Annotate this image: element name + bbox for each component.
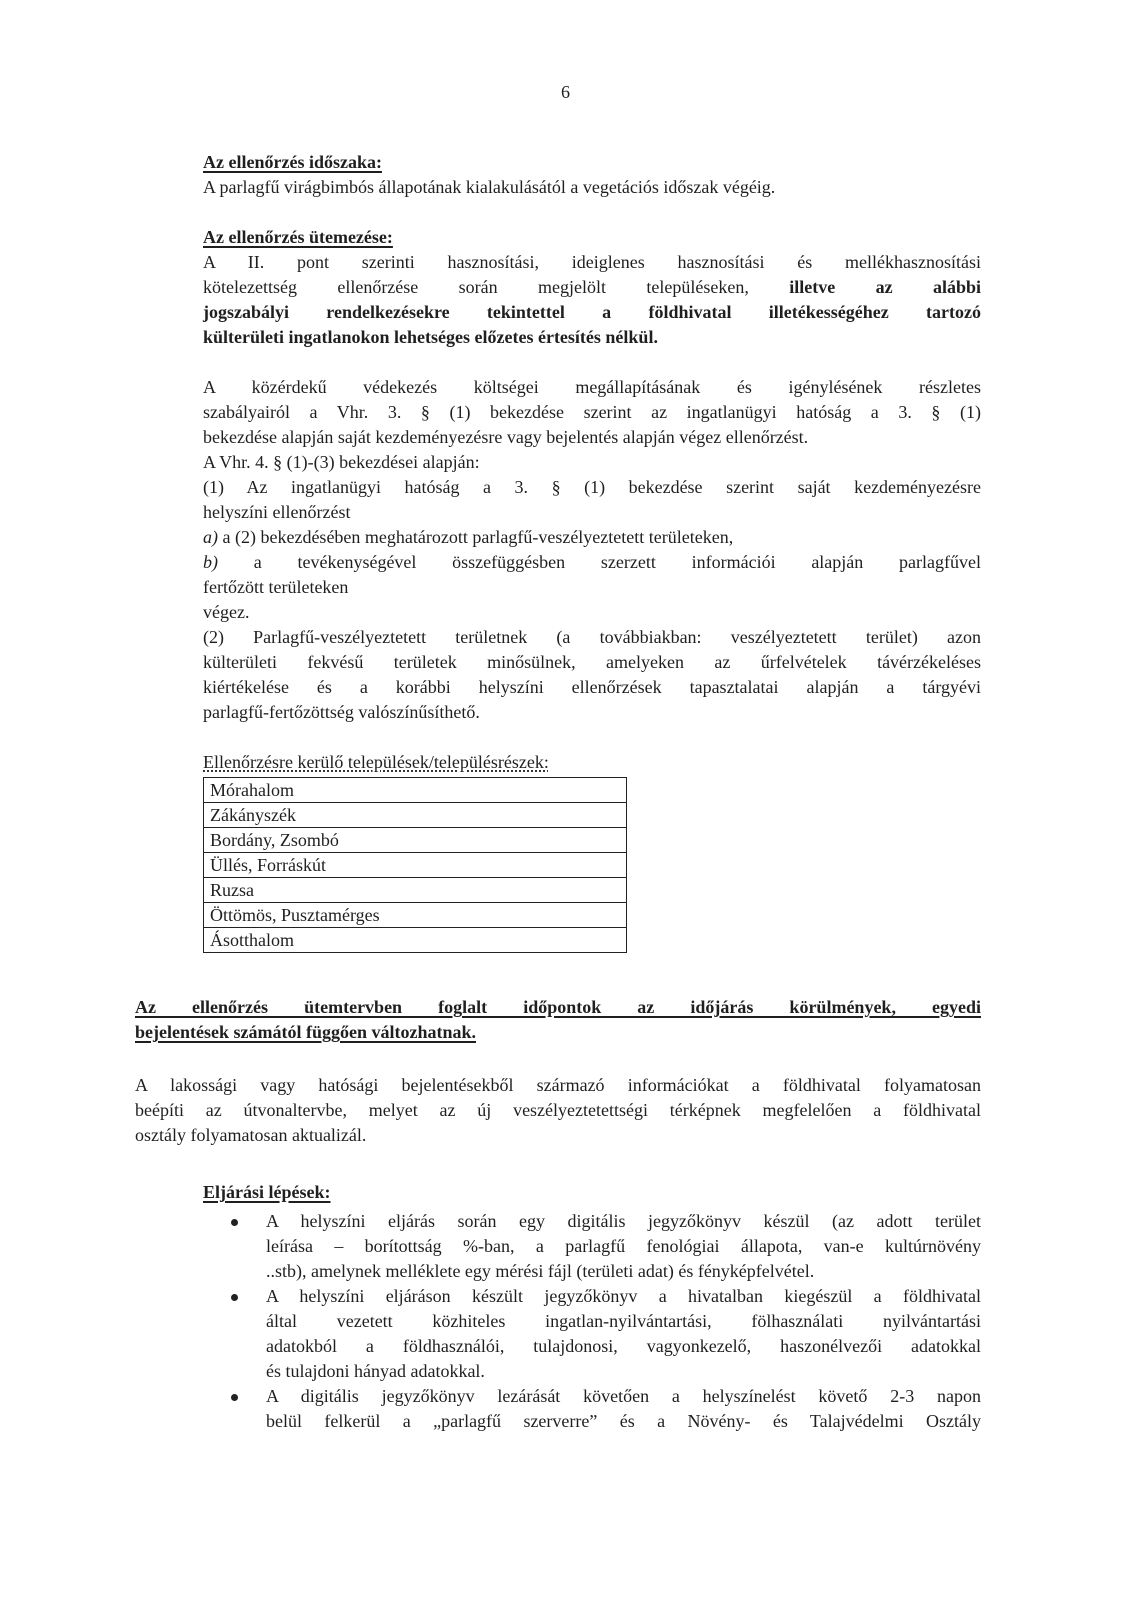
legal-line: szabályairól a Vhr. 3. § (1) bekezdése szerint az ingatlanügyi hatóság a 3. § (1) [203,402,981,422]
table-row [204,903,627,928]
table-row [204,803,627,828]
step-line: és tulajdoni hányad adatokkal. [266,1361,485,1381]
settlements-table [203,777,627,953]
schedule-line: külterületi ingatlanokon lehetséges előzetes értesítés nélkül. [203,327,658,347]
legal-basis-section [203,375,981,725]
legal-line: A Vhr. 4. § (1)-(3) bekezdései alapján: [203,452,480,472]
notice-line: bejelentések számától függően változhatnak. [135,1022,476,1042]
bullet-icon [231,1394,238,1401]
table-row [204,878,627,903]
settlement-cell: Öttömös, Pusztamérges [204,903,627,928]
settlement-cell: Ruzsa [204,878,627,903]
legal-para2-line: (2) Parlagfű-veszélyeztetett területnek (a továbbiakban: veszélyeztetett terület) azon [203,627,981,647]
step-line: leírása – borítottság %-ban, a parlagfű fenológiai állapota, van-e kultúrnövény [266,1236,981,1256]
table-row [204,778,627,803]
settlement-cell: Üllés, Forráskút [204,853,627,878]
settlement-cell: Mórahalom [204,778,627,803]
settlement-cell: Ásotthalom [204,928,627,953]
notice-line: Az ellenőrzés ütemtervben foglalt időpontok az időjárás körülmények, egyedi [135,997,981,1017]
legal-para2-line: parlagfű-fertőzöttség valószínűsíthető. [203,702,480,722]
step-line: A digitális jegyzőkönyv lezárását követően a helyszínelést követő 2-3 napon [266,1386,981,1406]
main-content [203,150,981,953]
legal-item-b-cont: fertőzött területeken [203,577,349,597]
table-row [204,828,627,853]
legal-closing: végez. [203,602,250,622]
settlements-title: Ellenőrzésre kerülő települések/településrészek: [203,752,549,772]
steps-list [201,1209,981,1434]
period-heading: Az ellenőrzés időszaka: [203,152,382,172]
legal-line: bekezdése alapján saját kezdeményezésre vagy bejelentés alapján végez ellenőrzést. [203,427,809,447]
step-line: adatokból a földhasználói, tulajdonosi, vagyonkezelő, haszonélvezői adatokkal [266,1336,981,1356]
schedule-heading: Az ellenőrzés ütemezése: [203,227,393,247]
settlements-section [203,750,981,953]
settlement-cell: Bordány, Zsombó [204,828,627,853]
info-line: osztály folyamatosan aktualizál. [135,1125,367,1145]
schedule-line: A II. pont szerinti hasznosítási, ideiglenes hasznosítási és mellékhasznosítási [203,252,981,272]
info-line: beépíti az útvonaltervbe, melyet az új veszélyeztetettségi térképnek megfelelően a földhivatal [135,1100,981,1120]
list-item [201,1209,981,1284]
period-text: A parlagfű virágbimbós állapotának kialakulásától a vegetációs időszak végéig. [203,177,776,197]
schedule-line-bold: illetve az alábbi [748,277,981,297]
list-item [201,1284,981,1384]
period-section [203,150,981,200]
legal-item-a [203,525,981,550]
settlement-cell: Zákányszék [204,803,627,828]
step-line: ..stb), amelynek melléklete egy mérési fájl (területi adat) és fényképfelvétel. [266,1261,815,1281]
legal-item-b [203,550,981,575]
schedule-line [203,275,981,300]
schedule-line-text: kötelezettség ellenőrzése során megjelölt településeken, [203,277,749,297]
notice-section [135,995,981,1045]
schedule-section [203,225,981,350]
info-section [135,1073,981,1148]
legal-line: A közérdekű védekezés költségei megállapításának és igénylésének részletes [203,377,981,397]
table-row [204,853,627,878]
item-a-text: a (2) bekezdésében meghatározott parlagfű-veszélyeztetett területeken, [218,527,734,547]
legal-line: (1) Az ingatlanügyi hatóság a 3. § (1) bekezdése szerint saját kezdeményezésre [203,477,981,497]
list-item [201,1384,981,1434]
legal-para2-line: külterületi fekvésű területek minősülnek, amelyeken az űrfelvételek távérzékeléses [203,652,981,672]
step-line: belül felkerül a „parlagfű szerverre” és a Növény- és Talajvédelmi Osztály [266,1411,981,1431]
step-line: által vezetett közhiteles ingatlan-nyilvántartási, fölhasználati nyilvántartási [266,1311,981,1331]
item-b-text: a tevékenységével összefüggésben szerzett információi alapján parlagfűvel [218,552,981,572]
steps-heading: Eljárási lépések: [203,1182,331,1202]
steps-section [203,1180,981,1434]
step-line: A helyszíni eljáráson készült jegyzőkönyv a hivatalban kiegészül a földhivatal [266,1286,981,1306]
item-b-marker: b) [203,552,218,572]
info-line: A lakossági vagy hatósági bejelentésekből származó információkat a földhivatal folyamatosan [135,1075,981,1095]
item-a-marker: a) [203,527,218,547]
step-line: A helyszíni eljárás során egy digitális jegyzőkönyv készül (az adott terület [266,1211,981,1231]
bullet-icon [231,1219,238,1226]
page-number: 6 [561,82,570,102]
legal-line: helyszíni ellenőrzést [203,502,351,522]
table-row [204,928,627,953]
legal-para2-line: kiértékelése és a korábbi helyszíni ellenőrzések tapasztalatai alapján a tárgyévi [203,677,981,697]
schedule-line: jogszabályi rendelkezésekre tekintettel a földhivatal illetékességéhez tartozó [203,302,981,322]
bullet-icon [231,1294,238,1301]
